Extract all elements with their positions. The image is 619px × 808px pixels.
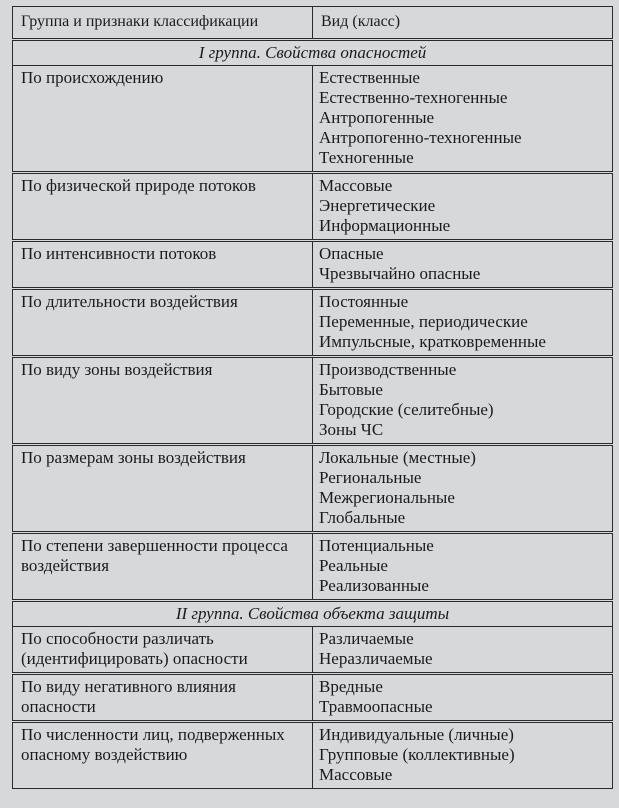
feature-cell: По происхождению bbox=[13, 66, 313, 173]
kind-item: Групповые (коллективные) bbox=[319, 745, 515, 764]
kinds-cell bbox=[313, 289, 613, 357]
kinds-cell bbox=[313, 241, 613, 289]
group-title-1: I группа. Свойства опасностей bbox=[13, 40, 613, 66]
group-row-2 bbox=[13, 601, 613, 627]
kind-item: Региональные bbox=[319, 468, 422, 487]
table-row bbox=[13, 445, 613, 533]
header-kind-class: Вид (класс) bbox=[313, 7, 613, 40]
kind-item: Различаемые bbox=[319, 629, 414, 648]
kind-item: Постоянные bbox=[319, 292, 409, 311]
kind-item: Естественные bbox=[319, 68, 420, 87]
classification-table bbox=[12, 6, 613, 789]
feature-cell: По физической природе потоков bbox=[13, 173, 313, 241]
kind-item: Глобальные bbox=[319, 508, 406, 527]
kind-item: Травмоопасные bbox=[319, 697, 433, 716]
kinds-cell bbox=[313, 533, 613, 601]
feature-cell: По степени завершенности процесса воздействия bbox=[13, 533, 313, 601]
kind-item: Производственные bbox=[319, 360, 457, 379]
kinds-cell bbox=[313, 357, 613, 445]
feature-cell: По способности различать (идентифицировать) опасности bbox=[13, 627, 313, 674]
table-header-row bbox=[13, 7, 613, 40]
kinds-cell bbox=[313, 627, 613, 674]
kind-item: Массовые bbox=[319, 765, 393, 784]
kind-item: Реальные bbox=[319, 556, 388, 575]
kinds-cell bbox=[313, 66, 613, 173]
header-group-features: Группа и признаки классификации bbox=[13, 7, 313, 40]
kind-item: Вредные bbox=[319, 677, 383, 696]
kind-item: Естественно-техногенные bbox=[319, 88, 508, 107]
table-row bbox=[13, 674, 613, 722]
table-row bbox=[13, 289, 613, 357]
kinds-cell bbox=[313, 445, 613, 533]
kinds-cell bbox=[313, 674, 613, 722]
feature-cell: По виду зоны воздействия bbox=[13, 357, 313, 445]
table-row bbox=[13, 722, 613, 789]
kind-item: Антропогенно-техногенные bbox=[319, 128, 522, 147]
kind-item: Потенциальные bbox=[319, 536, 434, 555]
feature-cell: По интенсивности потоков bbox=[13, 241, 313, 289]
table-row bbox=[13, 241, 613, 289]
kind-item: Городские (селитебные) bbox=[319, 400, 494, 419]
kind-item: Чрезвычайно опасные bbox=[319, 264, 481, 283]
kind-item: Информационные bbox=[319, 216, 451, 235]
kind-item: Антропогенные bbox=[319, 108, 435, 127]
kind-item: Локальные (местные) bbox=[319, 448, 476, 467]
kinds-cell bbox=[313, 173, 613, 241]
kind-item: Индивидуальные (личные) bbox=[319, 725, 514, 744]
table-row bbox=[13, 533, 613, 601]
table-row bbox=[13, 173, 613, 241]
kind-item: Техногенные bbox=[319, 148, 414, 167]
table-row bbox=[13, 357, 613, 445]
kind-item: Бытовые bbox=[319, 380, 383, 399]
feature-cell: По виду негативного влияния опасности bbox=[13, 674, 313, 722]
feature-cell: По численности лиц, подверженных опасному воздействию bbox=[13, 722, 313, 789]
table-row bbox=[13, 627, 613, 674]
feature-cell: По размерам зоны воздействия bbox=[13, 445, 313, 533]
kind-item: Межрегиональные bbox=[319, 488, 455, 507]
table-row bbox=[13, 66, 613, 173]
kind-item: Опасные bbox=[319, 244, 384, 263]
kind-item: Зоны ЧС bbox=[319, 420, 384, 439]
group-row-1 bbox=[13, 40, 613, 66]
kind-item: Переменные, периодические bbox=[319, 312, 528, 331]
kind-item: Массовые bbox=[319, 176, 393, 195]
kind-item: Импульсные, кратковременные bbox=[319, 332, 546, 351]
feature-cell: По длительности воздействия bbox=[13, 289, 313, 357]
kind-item: Неразличаемые bbox=[319, 649, 433, 668]
group-title-2: II группа. Свойства объекта защиты bbox=[13, 601, 613, 627]
kinds-cell bbox=[313, 722, 613, 789]
kind-item: Энергетические bbox=[319, 196, 436, 215]
kind-item: Реализованные bbox=[319, 576, 429, 595]
